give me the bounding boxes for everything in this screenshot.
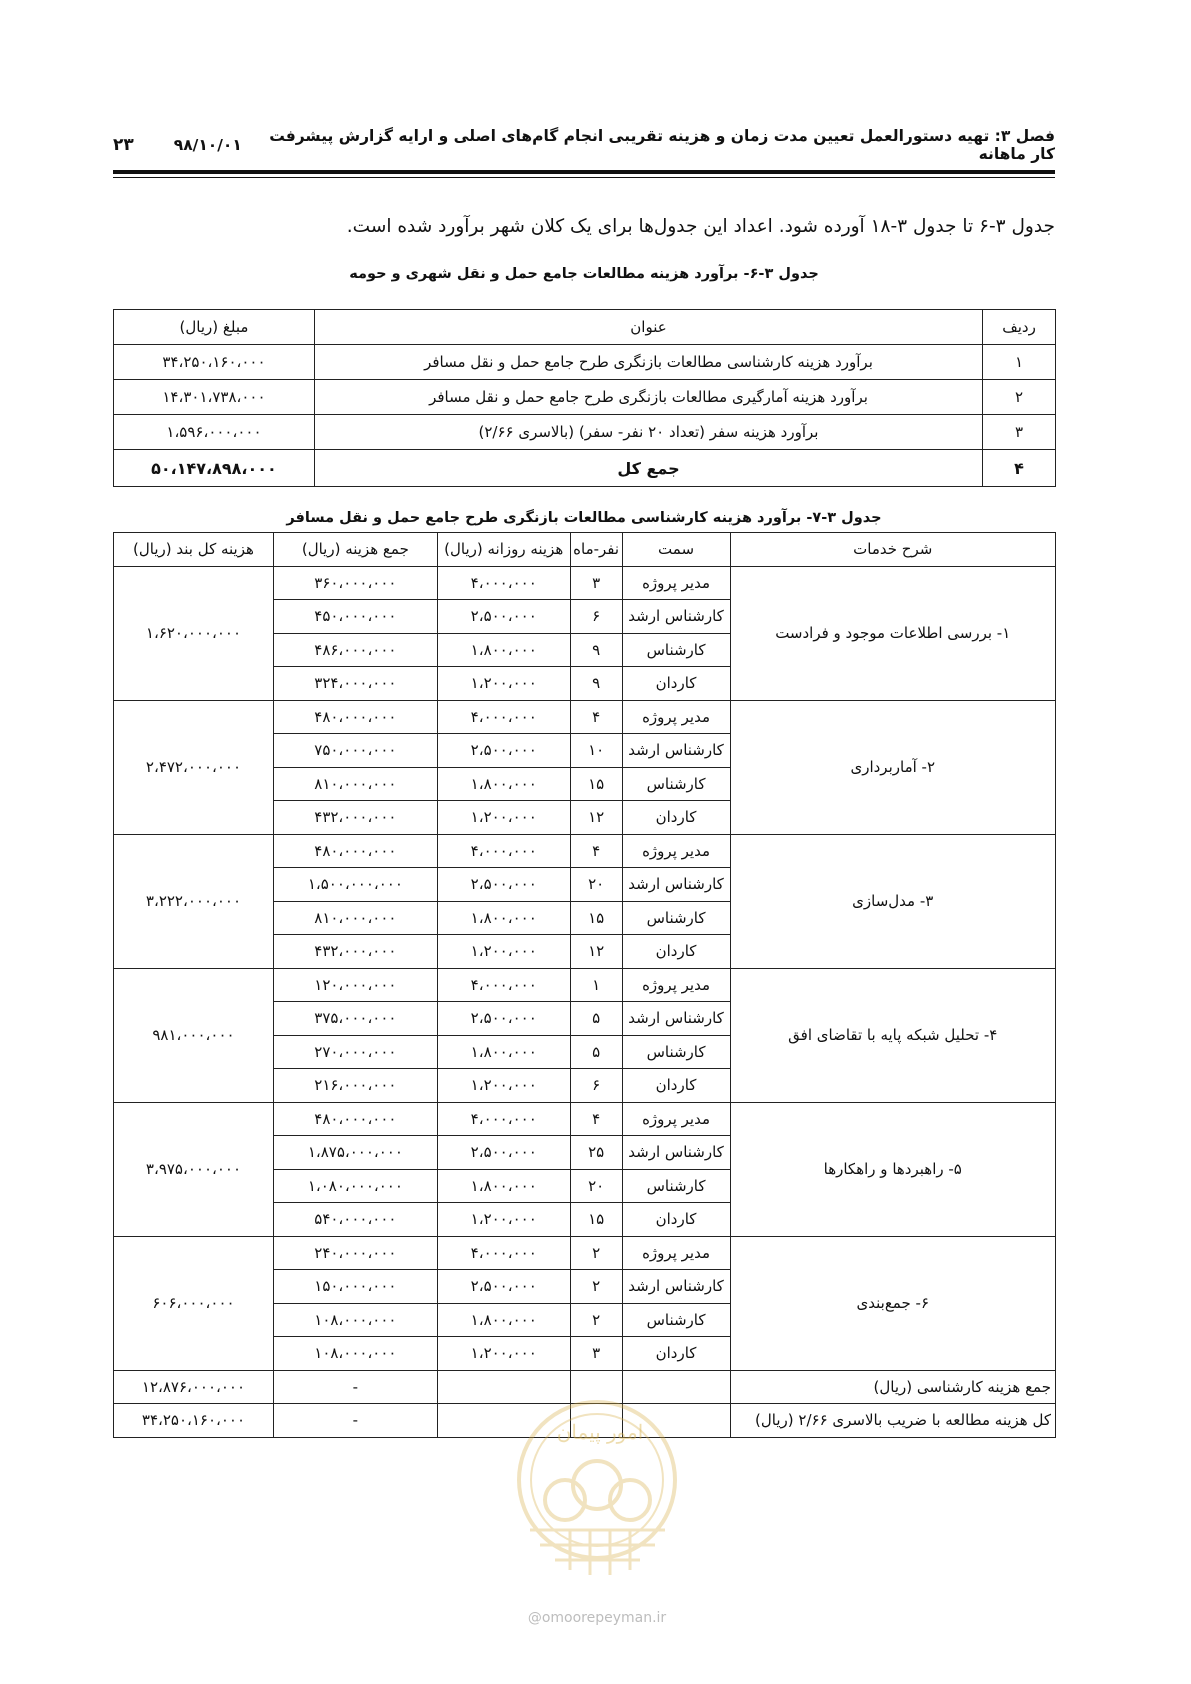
subtotal-cell: ۴۸۶،۰۰۰،۰۰۰ — [273, 633, 437, 667]
row-index: ۱ — [983, 345, 1056, 380]
daily-cost-cell: ۱،۸۰۰،۰۰۰ — [437, 1169, 570, 1203]
header-cell: مبلغ (ریال) — [114, 310, 315, 345]
subtotal-cell: ۳۶۰،۰۰۰،۰۰۰ — [273, 566, 437, 600]
row-amount: ۳۴،۲۵۰،۱۶۰،۰۰۰ — [114, 345, 315, 380]
daily-cost-cell: ۱،۸۰۰،۰۰۰ — [437, 633, 570, 667]
row-index: ۳ — [983, 415, 1056, 450]
role-cell: کارشناس ارشد — [622, 1270, 730, 1304]
subtotal-cell: ۲۱۶،۰۰۰،۰۰۰ — [273, 1069, 437, 1103]
header-rule-thick — [113, 170, 1055, 174]
daily-cost-cell: ۴،۰۰۰،۰۰۰ — [437, 700, 570, 734]
person-month-cell: ۶ — [570, 600, 622, 634]
header-cell: سمت — [622, 533, 730, 567]
service-description: ۲- آماربرداری — [730, 700, 1056, 834]
role-cell: کارشناس — [622, 1035, 730, 1069]
subtotal-cell: ۴۳۲،۰۰۰،۰۰۰ — [273, 935, 437, 969]
subtotal-cell: ۴۵۰،۰۰۰،۰۰۰ — [273, 600, 437, 634]
table-row — [114, 700, 1056, 734]
role-cell: کاردان — [622, 667, 730, 701]
person-month-cell: ۲ — [570, 1270, 622, 1304]
person-month-cell: ۲ — [570, 1236, 622, 1270]
subtotal-cell: ۳۲۴،۰۰۰،۰۰۰ — [273, 667, 437, 701]
table-row — [114, 834, 1056, 868]
header-cell: عنوان — [314, 310, 982, 345]
daily-cost-cell: ۱،۲۰۰،۰۰۰ — [437, 667, 570, 701]
header-cell: ردیف — [983, 310, 1056, 345]
subtotal-cell: ۸۱۰،۰۰۰،۰۰۰ — [273, 901, 437, 935]
role-cell: کاردان — [622, 1337, 730, 1371]
person-month-cell: ۴ — [570, 700, 622, 734]
group-total-cell: ۹۸۱،۰۰۰،۰۰۰ — [114, 968, 274, 1102]
person-month-cell: ۵ — [570, 1002, 622, 1036]
daily-cost-cell: ۱،۲۰۰،۰۰۰ — [437, 1203, 570, 1237]
group-total-cell: ۳،۲۲۲،۰۰۰،۰۰۰ — [114, 834, 274, 968]
row-title: برآورد هزینه سفر (تعداد ۲۰ نفر- سفر) (بالاسری ۲/۶۶) — [314, 415, 982, 450]
role-cell: کارشناس — [622, 767, 730, 801]
seal-text: امور پیمان — [556, 1420, 644, 1444]
person-month-cell: ۱۰ — [570, 734, 622, 768]
table2-caption: جدول ۳-۷- برآورد هزینه کارشناسی مطالعات بازنگری طرح جامع حمل و نقل مسافر — [286, 510, 882, 526]
website-text: omoorepeyman.ir — [541, 1610, 667, 1626]
group-total-cell: ۲،۴۷۲،۰۰۰،۰۰۰ — [114, 700, 274, 834]
daily-cost-cell: ۲،۵۰۰،۰۰۰ — [437, 1136, 570, 1170]
service-description: ۵- راهبردها و راهکارها — [730, 1102, 1056, 1236]
daily-cost-cell: ۴،۰۰۰،۰۰۰ — [437, 1102, 570, 1136]
role-cell: کارشناس — [622, 1303, 730, 1337]
footer-value: ۱۲،۸۷۶،۰۰۰،۰۰۰ — [114, 1370, 274, 1404]
header-cell: هزینه روزانه (ریال) — [437, 533, 570, 567]
table-total-row — [114, 450, 1056, 487]
subtotal-cell: ۴۸۰،۰۰۰،۰۰۰ — [273, 834, 437, 868]
table-row — [114, 1236, 1056, 1270]
person-month-cell: ۲ — [570, 1303, 622, 1337]
person-month-cell: ۲۰ — [570, 868, 622, 902]
row-title: جمع کل — [314, 450, 982, 487]
role-cell: کاردان — [622, 1203, 730, 1237]
person-month-cell: ۱۵ — [570, 767, 622, 801]
header-cell: نفر-ماه — [570, 533, 622, 567]
role-cell: کاردان — [622, 1069, 730, 1103]
daily-cost-cell: ۲،۵۰۰،۰۰۰ — [437, 868, 570, 902]
subtotal-cell: ۸۱۰،۰۰۰،۰۰۰ — [273, 767, 437, 801]
daily-cost-cell: ۲،۵۰۰،۰۰۰ — [437, 1002, 570, 1036]
role-cell: کارشناس ارشد — [622, 1002, 730, 1036]
daily-cost-cell: ۱،۸۰۰،۰۰۰ — [437, 901, 570, 935]
row-title: برآورد هزینه آمارگیری مطالعات بازنگری طرح جامع حمل و نقل مسافر — [314, 380, 982, 415]
subtotal-cell: ۱۵۰،۰۰۰،۰۰۰ — [273, 1270, 437, 1304]
daily-cost-cell: ۱،۸۰۰،۰۰۰ — [437, 1035, 570, 1069]
daily-cost-cell: ۴،۰۰۰،۰۰۰ — [437, 968, 570, 1002]
footer-dash: - — [273, 1404, 437, 1438]
row-index: ۲ — [983, 380, 1056, 415]
subtotal-cell: ۱،۰۸۰،۰۰۰،۰۰۰ — [273, 1169, 437, 1203]
subtotal-cell: ۴۳۲،۰۰۰،۰۰۰ — [273, 801, 437, 835]
daily-cost-cell: ۱،۸۰۰،۰۰۰ — [437, 767, 570, 801]
footer-label: جمع هزینه کارشناسی (ریال) — [730, 1370, 1056, 1404]
group-total-cell: ۳،۹۷۵،۰۰۰،۰۰۰ — [114, 1102, 274, 1236]
role-cell: مدیر پروژه — [622, 1236, 730, 1270]
person-month-cell: ۲۵ — [570, 1136, 622, 1170]
daily-cost-cell: ۲،۵۰۰،۰۰۰ — [437, 734, 570, 768]
subtotal-cell: ۱،۸۷۵،۰۰۰،۰۰۰ — [273, 1136, 437, 1170]
group-total-cell: ۱،۶۲۰،۰۰۰،۰۰۰ — [114, 566, 274, 700]
row-amount: ۱۴،۳۰۱،۷۳۸،۰۰۰ — [114, 380, 315, 415]
table-row — [114, 415, 1056, 450]
person-month-cell: ۱۵ — [570, 1203, 622, 1237]
subtotal-cell: ۵۴۰،۰۰۰،۰۰۰ — [273, 1203, 437, 1237]
daily-cost-cell: ۱،۸۰۰،۰۰۰ — [437, 1303, 570, 1337]
table-row — [114, 380, 1056, 415]
subtotal-cell: ۴۸۰،۰۰۰،۰۰۰ — [273, 700, 437, 734]
table-row — [114, 345, 1056, 380]
intro-paragraph: جدول ۳-۶ تا جدول ۳-۱۸ آورده شود. اعداد این جدول‌ها برای یک کلان شهر برآورد شده است. — [346, 216, 1055, 237]
at-icon: @ — [527, 1610, 542, 1626]
role-cell: مدیر پروژه — [622, 700, 730, 734]
person-month-cell: ۱۲ — [570, 801, 622, 835]
role-cell: کارشناس ارشد — [622, 868, 730, 902]
subtotal-cell: ۱،۵۰۰،۰۰۰،۰۰۰ — [273, 868, 437, 902]
table-row — [114, 1102, 1056, 1136]
subtotal-cell: ۱۲۰،۰۰۰،۰۰۰ — [273, 968, 437, 1002]
table1-caption: جدول ۳-۶- برآورد هزینه مطالعات جامع حمل و نقل شهری و حومه — [349, 266, 819, 282]
row-amount: ۵۰،۱۴۷،۸۹۸،۰۰۰ — [114, 450, 315, 487]
subtotal-cell: ۲۷۰،۰۰۰،۰۰۰ — [273, 1035, 437, 1069]
header-rule-thin — [113, 177, 1055, 178]
subtotal-cell: ۷۵۰،۰۰۰،۰۰۰ — [273, 734, 437, 768]
header-cell: هزینه کل بند (ریال) — [114, 533, 274, 567]
cost-summary-table — [113, 309, 1056, 487]
header-cell: شرح خدمات — [730, 533, 1056, 567]
role-cell: کارشناس ارشد — [622, 734, 730, 768]
role-cell: مدیر پروژه — [622, 834, 730, 868]
page-header — [113, 126, 1055, 164]
table-row — [114, 968, 1056, 1002]
subtotal-cell: ۱۰۸،۰۰۰،۰۰۰ — [273, 1303, 437, 1337]
service-description: ۴- تحلیل شبکه پایه با تقاضای افق — [730, 968, 1056, 1102]
role-cell: کارشناس — [622, 633, 730, 667]
subtotal-cell: ۲۴۰،۰۰۰،۰۰۰ — [273, 1236, 437, 1270]
daily-cost-cell: ۱،۲۰۰،۰۰۰ — [437, 1069, 570, 1103]
person-month-cell: ۱ — [570, 968, 622, 1002]
role-cell: کارشناس — [622, 901, 730, 935]
service-description: ۳- مدل‌سازی — [730, 834, 1056, 968]
daily-cost-cell: ۲،۵۰۰،۰۰۰ — [437, 600, 570, 634]
daily-cost-cell: ۲،۵۰۰،۰۰۰ — [437, 1270, 570, 1304]
person-month-cell: ۶ — [570, 1069, 622, 1103]
role-cell: مدیر پروژه — [622, 566, 730, 600]
service-description: ۱- بررسی اطلاعات موجود و فرادست — [730, 566, 1056, 700]
subtotal-cell: ۱۰۸،۰۰۰،۰۰۰ — [273, 1337, 437, 1371]
footer-dash: - — [273, 1370, 437, 1404]
daily-cost-cell: ۴،۰۰۰،۰۰۰ — [437, 834, 570, 868]
row-index: ۴ — [983, 450, 1056, 487]
service-description: ۶- جمع‌بندی — [730, 1236, 1056, 1370]
website-watermark — [517, 1610, 677, 1626]
row-title: برآورد هزینه کارشناسی مطالعات بازنگری طرح جامع حمل و نقل مسافر — [314, 345, 982, 380]
subtotal-cell: ۳۷۵،۰۰۰،۰۰۰ — [273, 1002, 437, 1036]
daily-cost-cell: ۱،۲۰۰،۰۰۰ — [437, 1337, 570, 1371]
role-cell: مدیر پروژه — [622, 1102, 730, 1136]
daily-cost-cell: ۱،۲۰۰،۰۰۰ — [437, 801, 570, 835]
footer-label: کل هزینه مطالعه با ضریب بالاسری ۲/۶۶ (ریال) — [730, 1404, 1056, 1438]
person-month-cell: ۵ — [570, 1035, 622, 1069]
header-date: ۹۸/۱۰/۰۱ — [173, 136, 242, 154]
row-amount: ۱،۵۹۶،۰۰۰،۰۰۰ — [114, 415, 315, 450]
person-month-cell: ۳ — [570, 1337, 622, 1371]
group-total-cell: ۶۰۶،۰۰۰،۰۰۰ — [114, 1236, 274, 1370]
header-meta — [113, 135, 242, 155]
page-number: ۲۳ — [113, 135, 134, 155]
subtotal-cell: ۴۸۰،۰۰۰،۰۰۰ — [273, 1102, 437, 1136]
role-cell: کاردان — [622, 935, 730, 969]
role-cell: کارشناس — [622, 1169, 730, 1203]
expert-cost-table — [113, 532, 1056, 1438]
table-row — [114, 566, 1056, 600]
person-month-cell: ۱۲ — [570, 935, 622, 969]
role-cell: کارشناس ارشد — [622, 600, 730, 634]
header-cell: جمع هزینه (ریال) — [273, 533, 437, 567]
person-month-cell: ۹ — [570, 633, 622, 667]
person-month-cell: ۴ — [570, 1102, 622, 1136]
person-month-cell: ۲۰ — [570, 1169, 622, 1203]
daily-cost-cell: ۱،۲۰۰،۰۰۰ — [437, 935, 570, 969]
person-month-cell: ۹ — [570, 667, 622, 701]
role-cell: کاردان — [622, 801, 730, 835]
role-cell: مدیر پروژه — [622, 968, 730, 1002]
table-header-row — [114, 533, 1056, 567]
person-month-cell: ۱۵ — [570, 901, 622, 935]
person-month-cell: ۳ — [570, 566, 622, 600]
person-month-cell: ۴ — [570, 834, 622, 868]
daily-cost-cell: ۴،۰۰۰،۰۰۰ — [437, 566, 570, 600]
chapter-title: فصل ۳: تهیه دستورالعمل تعیین مدت زمان و هزینه تقریبی انجام گام‌های اصلی و ارایه گزارش پیشرفت کار ماهانه — [269, 127, 1055, 163]
role-cell: کارشناس ارشد — [622, 1136, 730, 1170]
footer-value: ۳۴،۲۵۰،۱۶۰،۰۰۰ — [114, 1404, 274, 1438]
table-header-row — [114, 310, 1056, 345]
daily-cost-cell: ۴،۰۰۰،۰۰۰ — [437, 1236, 570, 1270]
